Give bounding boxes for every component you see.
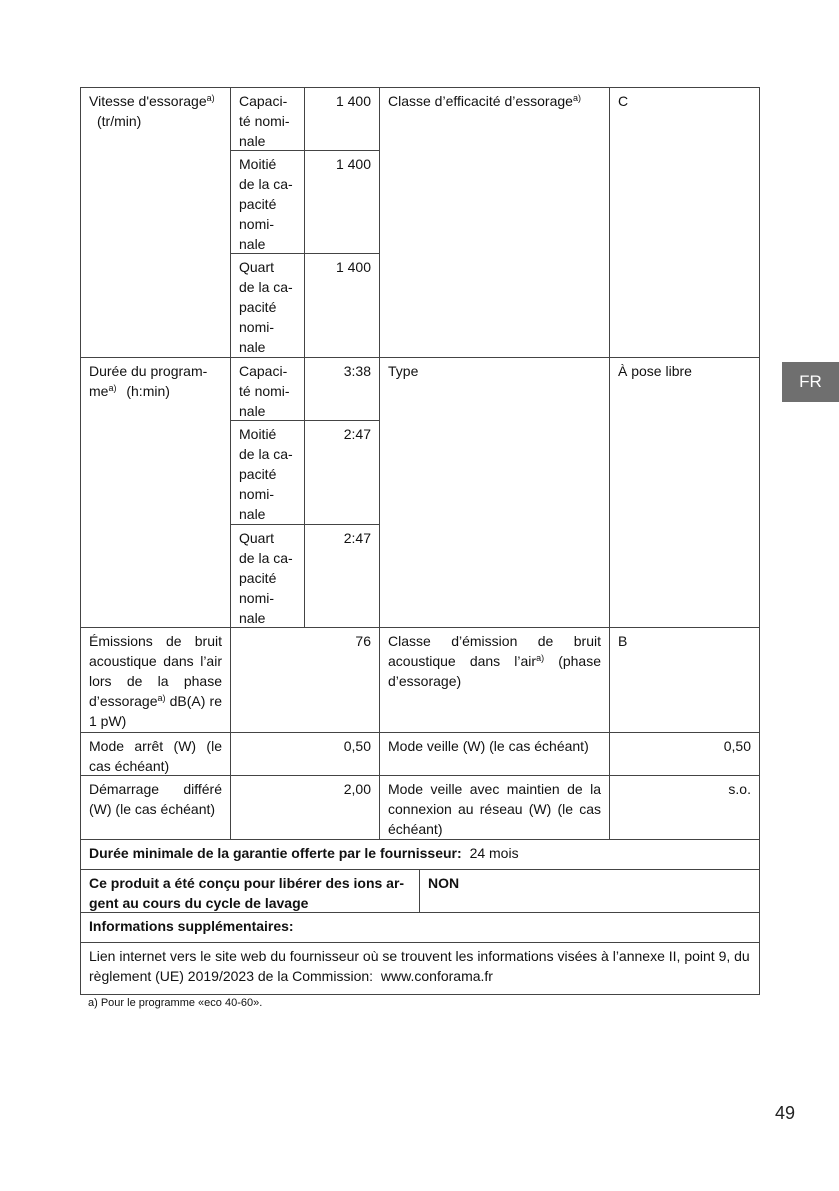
duration-sub-value-2: 2:47: [343, 426, 371, 442]
silver-ions-value: NON: [428, 875, 460, 891]
networked-standby-value: s.o.: [728, 781, 751, 797]
spin-sub-value-3: 1 400: [335, 259, 371, 275]
delay-start-label: Démarrage différé (W) (le cas échéant): [89, 781, 222, 817]
warranty-label: Durée minimale de la garantie offerte par le fournisseur:: [89, 845, 462, 861]
noise-class-phase: (phase d’essorage): [388, 653, 601, 689]
duration-sub-value-3: 2:47: [343, 530, 371, 546]
footnote: a) Pour le programme «eco 40-60».: [88, 997, 263, 1009]
duration-sub-value-1: 3:38: [343, 363, 371, 379]
footnote-ref: a): [572, 93, 581, 103]
spin-sub-label-2: Moitié de la ca- pacité nomi- nale: [239, 156, 293, 252]
supplier-link-url[interactable]: www.conforama.fr: [380, 968, 493, 984]
additional-info-heading: Informations supplémentaires:: [89, 918, 294, 934]
noise-class-value: B: [618, 633, 628, 649]
page-number: 49: [774, 1103, 795, 1123]
table-border-bottom: [80, 994, 760, 995]
spin-efficiency-label: Classe d’efficacité d’essorage: [388, 93, 573, 109]
footnote-ref: a): [206, 93, 215, 103]
rule: [609, 87, 610, 840]
warranty-value: 24 mois: [469, 845, 519, 861]
table-border-right: [759, 87, 760, 995]
silver-ions-label: Ce produit a été conçu pour libérer des ions ar- gent au cours du cycle de lavage: [89, 875, 405, 911]
spin-sub-value-1: 1 400: [335, 93, 371, 109]
rule: [379, 87, 380, 840]
noise-value: 76: [355, 633, 371, 649]
duration-sub-label-3: Quart de la ca- pacité nomi- nale: [239, 530, 293, 626]
standby-label: Mode veille (W) (le cas échéant): [388, 738, 589, 754]
standby-value: 0,50: [723, 738, 751, 754]
footnote-ref: a): [157, 693, 166, 703]
language-tab: FR: [782, 362, 839, 402]
supplier-link-cell: [81, 943, 759, 986]
duration-unit: (h:min): [126, 383, 170, 399]
type-label: Type: [388, 363, 419, 379]
spin-speed-label: Vitesse d'essorage: [89, 93, 207, 109]
networked-standby-label: Mode veille avec maintien de la connexion au réseau (W) (le cas échéant): [388, 781, 601, 837]
footnote-ref: a): [108, 383, 117, 393]
spin-speed-unit: (tr/min): [97, 113, 142, 129]
spin-efficiency-label-cell: [380, 88, 609, 111]
supplier-link-text: Lien internet vers le site web du fournisseur où se trouvent les informations visées à l’annexe II, point 9, du règlement (UE) 2019/2023 de la Commission:: [89, 948, 750, 984]
spin-sub-label-1: Capaci- té nomi- nale: [239, 93, 290, 149]
spin-speed-label-cell: [81, 88, 230, 131]
duration-sub-label-1: Capaci- té nomi- nale: [239, 363, 290, 419]
spin-sub-value-2: 1 400: [335, 156, 371, 172]
noise-class-label-cell: [380, 628, 609, 691]
spin-sub-label-3: Quart de la ca- pacité nomi- nale: [239, 259, 293, 355]
noise-label: Émissions de bruit acoustique dans l’air lors de la phase d’essorage: [89, 633, 222, 709]
delay-start-value: 2,00: [343, 781, 371, 797]
noise-class-label: Classe d’émission de bruit acoustique dans l’air: [388, 633, 601, 669]
duration-label: Durée du program- me: [89, 363, 208, 399]
off-mode-value: 0,50: [343, 738, 371, 754]
noise-label-cell: [81, 628, 230, 731]
type-value: À pose libre: [618, 363, 692, 379]
warranty-cell: [81, 840, 759, 863]
duration-sub-label-2: Moitié de la ca- pacité nomi- nale: [239, 426, 293, 522]
footnote-ref: a): [536, 653, 545, 663]
off-mode-label: Mode arrêt (W) (le cas échéant): [89, 738, 222, 774]
spin-efficiency-value: C: [618, 93, 629, 109]
duration-label-cell: [81, 358, 230, 401]
noise-unit: dB(A) re 1 pW): [89, 693, 222, 729]
